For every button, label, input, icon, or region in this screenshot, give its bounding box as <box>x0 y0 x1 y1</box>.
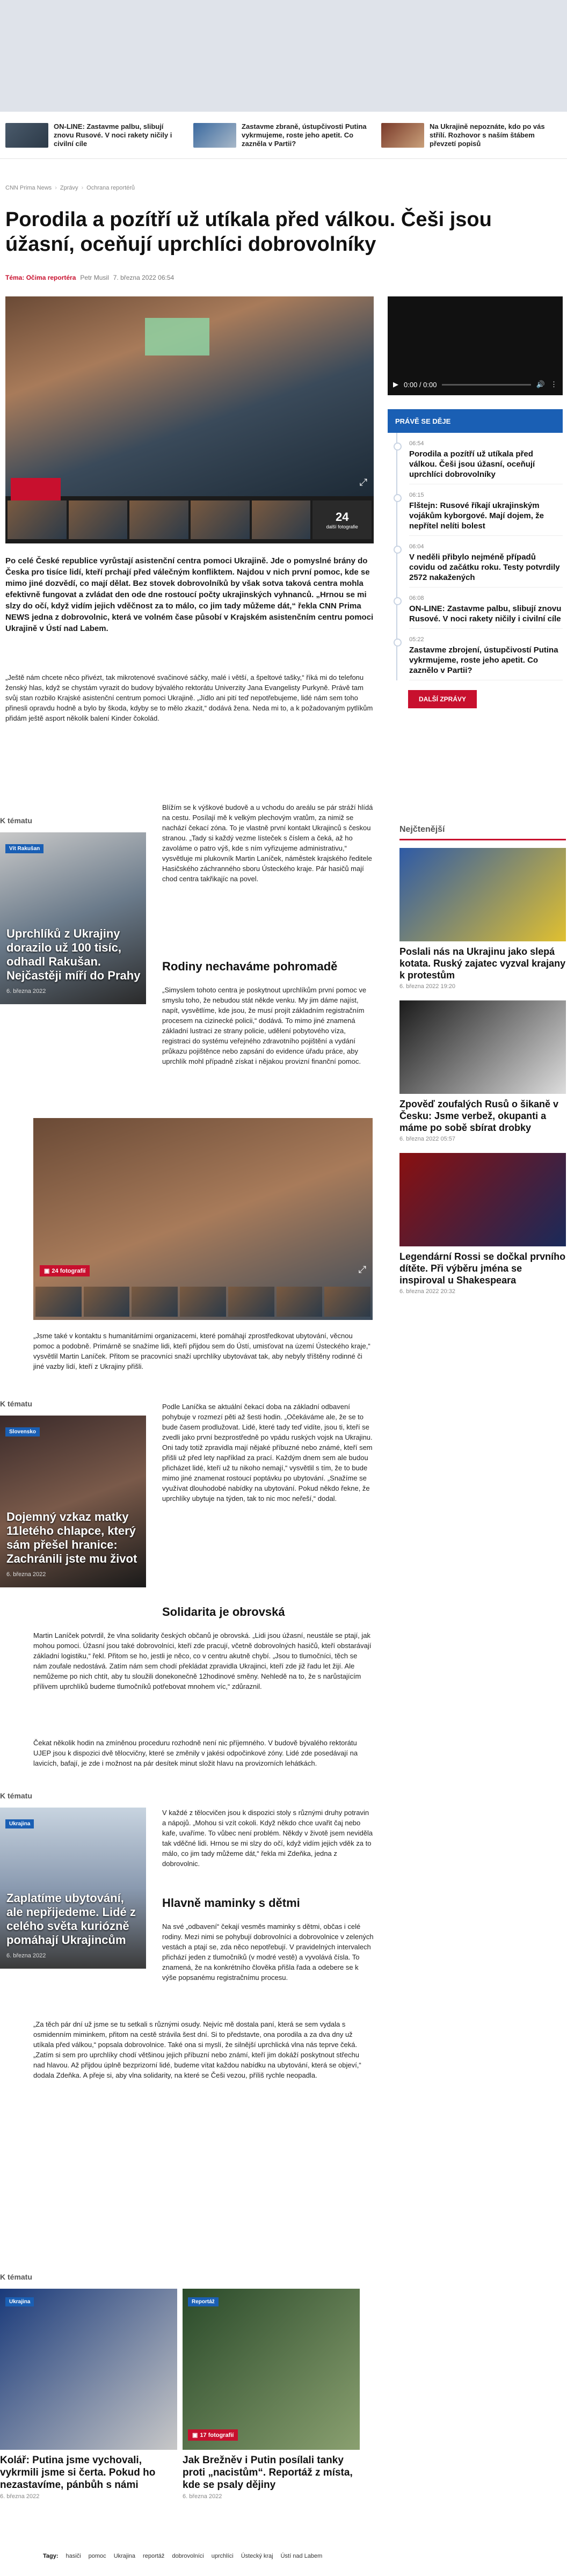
breadcrumb-item[interactable]: CNN Prima News <box>5 185 52 191</box>
bottom-card-tag: Reportáž <box>188 2297 219 2306</box>
gallery-thumb[interactable] <box>129 500 188 539</box>
article-paragraph: „Ještě nám chcete něco přivézt, tak mikrotenové svačinové sáčky, malé i větší, a špeltové tašky,“ říká mi do telefonu ženský hlas, když se chystám vyrazit do budovy bývalého rektorátu Univerzity Jana Evangelisty Purkyně. Právě tam svůj stan rozbilo Krajské asistenční centrum pomoci Ukrajině. „Jídlo ani pití teď nepotřebujeme, lidé nám sem toho přinesli opravdu hodně a bylo by škoda, kdyby se to mělo zkazit,“ dodává žena. Neda mi to, a k požadovaným pytlíkům přidám ještě asport několik balení Kinder čokolád. <box>5 673 373 722</box>
most-read-image <box>399 1000 566 1094</box>
expand-icon[interactable]: ⤢ <box>358 1264 366 1275</box>
gallery-thumb[interactable] <box>132 1287 178 1317</box>
live-title: Flštejn: Rusové říkají ukrajinským vojákům kyborgové. Mají dojem, že nepřítel nelíti bolest <box>409 501 544 531</box>
article-paragraph: „Simyslem tohoto centra je poskytnout uprchlíkům první pomoc ve smyslu toho, že nebudou stát někde venku. My jim dáme najíst, napít, vysvětlíme, kde jsou, že musí projít základním registračním procesem na cizinecké policii,“ dodává. To mimo jiné znamená základní lustraci ze strany policie, udělení pobytového víza, registraci do systému veřejného zdravotního pojištění a vydání průkazu pojištěnce nebo zapsání do evidence úřadu práce, aby uprchlík mohl případně získat i nějakou provizní finanční pomoc. <box>162 986 367 1065</box>
breadcrumb-separator: › <box>81 185 84 191</box>
most-read-date: 6. března 2022 05:57 <box>399 1136 455 1142</box>
tag-link[interactable]: Ústecký kraj <box>241 2553 273 2559</box>
gallery-thumb[interactable] <box>69 500 128 539</box>
tags-label: Tagy: <box>43 2553 59 2559</box>
breadcrumb-item[interactable]: Zprávy <box>60 185 78 191</box>
live-item[interactable] <box>409 629 563 680</box>
live-title: V neděli přibylo nejméně případů covidu od začátku roku. Testy potvrdily 2572 nakažených <box>409 553 560 582</box>
strip-item-3[interactable] <box>381 122 558 148</box>
gallery-thumb[interactable] <box>324 1287 370 1317</box>
strip-item-1[interactable] <box>5 122 183 148</box>
related-card-date: 6. března 2022 <box>6 988 46 995</box>
live-time: 05:22 <box>409 636 424 643</box>
topic-link[interactable]: Očima reportéra <box>26 274 76 281</box>
related-card-title: Zaplatíme ubytování, ale nepřijedeme. Lidé z celého světa kuriózně pomáhají Ukrajincům <box>6 1891 136 1947</box>
most-read-image <box>399 1153 566 1246</box>
k-tematu-heading: K tématu <box>0 1399 32 1408</box>
bottom-card-image <box>183 2289 360 2450</box>
gallery-thumb[interactable] <box>191 500 250 539</box>
live-item[interactable] <box>409 484 563 536</box>
video-time: 0:00 / 0:00 <box>404 380 437 389</box>
tag-link[interactable]: Ukrajina <box>113 2553 136 2559</box>
most-read-item[interactable] <box>399 1153 566 1295</box>
most-read-item[interactable] <box>399 1000 566 1142</box>
strip-title: Zastavme zbraně, ústupčivosti Putina vykrmujeme, roste jeho apetit. Co zazněla v Partii? <box>242 122 367 148</box>
gallery-thumb[interactable] <box>8 500 67 539</box>
bottom-card-tag: Ukrajina <box>5 2297 34 2306</box>
bottom-card-image <box>0 2289 177 2450</box>
bottom-card-date: 6. března 2022 <box>0 2493 40 2500</box>
k-tematu-heading: K tématu <box>0 816 32 825</box>
section-heading: Hlavně maminky s dětmi <box>162 1896 300 1910</box>
related-card-date: 6. března 2022 <box>6 1571 46 1578</box>
live-title: Zastavme zbrojení, ústupčivostí Putina vykrmujeme, roste jeho apetit. Co zaznělo v Partii? <box>409 645 558 675</box>
breadcrumb <box>5 185 135 191</box>
gallery-count-badge[interactable]: ▣ 24 fotografií <box>40 1265 90 1276</box>
live-title: Porodila a pozítří už utíkala před válkou. Češi jsou úžasní, oceňují uprchlíci dobrovolníky <box>409 449 535 479</box>
strip-title: ON-LINE: Zastavme palbu, slibují znovu Rusové. V noci rakety ničily i civilní cíle <box>54 122 172 148</box>
live-time: 06:15 <box>409 492 424 498</box>
k-tematu-heading: K tématu <box>0 1791 32 1800</box>
article-paragraph: Čekat několik hodin na zmíněnou proceduru rozhodně není nic příjemného. V budově bývalého rektorátu UJEP jsou k dispozici dvě tělocvičny, které se změnily v jakési odpočinkové zóny. Lidé zde posedávají na lavicích, bafají, je zde i možnost na pár desítek minut složit hlavu na provizorních lehátkách. <box>33 1739 358 1767</box>
live-list <box>396 433 563 680</box>
article-paragraph: V každé z tělocvičen jsou k dispozici stoly s různými druhy potravin a nápojů. „Mohou si vzít cokoli. Když někdo chce uvařit čaj nebo kafe, uvaříme. To vůbec není problém. Někdy v životě jsem neviděla tak vděčné lidi. Hrnou se mi slzy do očí, když vidím jejich vděk za to málo, co jim tady můžeme dát,“ řekla mi Zdeňka, jedna z dobrovolnic. <box>162 1809 373 1868</box>
related-card-tag: Vít Rakušan <box>5 844 43 853</box>
gallery-more-thumb[interactable]: 24 další fotografie <box>312 500 372 539</box>
article-paragraph: Podle Laníčka se aktuální čekací doba na základní odbavení pohybuje v rozmezí pěti až šesti hodin. „Očekáváme ale, že se to bude časem prodlužovat. Lidé, které tady teď vidíte, jsou ti, kteří se zvedli jako první bezprostředně po vpádu ruských vojsk na Ukrajinu. Oni tady totiž zpravidla mají nějaké příbuzné nebo známé, kteří sem přišli už před lety například za prací. Každým dnem sem ale budou přicházet lidé, kteří už tu nikoho nemají,“ vysvětlil s tím, že to bude mimo jiné znamenat rostoucí poptávku po ubytování. „Snažíme se využívat dlouhodobé nabídky na ubytování. Pokud někdo řekne, že uprchlíky ubytuje na týden, tak to nic moc neřeší,“ dodal. <box>162 1403 373 1503</box>
video-player[interactable] <box>388 296 563 395</box>
bottom-card-date: 6. března 2022 <box>183 2493 222 2500</box>
tag-link[interactable]: dobrovolníci <box>172 2553 204 2559</box>
gallery-count-badge[interactable]: ▣ 17 fotografií <box>188 2429 238 2441</box>
breadcrumb-item[interactable]: Ochrana reportérů <box>86 185 135 191</box>
tag-link[interactable]: reportáž <box>143 2553 165 2559</box>
strip-item-2[interactable] <box>193 122 370 148</box>
most-read-date: 6. března 2022 20:32 <box>399 1288 455 1295</box>
article-lead: Po celé České republice vyrůstají asistenční centra pomoci Ukrajině. Jde o pomyslné brány do Česka pro tisíce lidí, kteří prchají před válečným konfliktem. Najdou v nich první pomoc, kde se mimo jiné dozvědí, co mají dělat. Bez stovek dobrovolníků by však sotva taková centra mohla efektivně fungovat a zvládat den ode dne rostoucí počty ukrajinských vyhnanců. „Hrnou se mi slzy do očí, když vidím jejich vděčnost za to málo, co jim tady můžeme dát,“ řekla CNN Prima NEWS jedna z dobrovolnic, která ve volném čase působí v Krajském asistenčním centru pomoci Ukrajině v Ústí nad Labem. <box>5 556 374 633</box>
breadcrumb-separator: › <box>55 185 57 191</box>
live-item[interactable] <box>409 433 563 484</box>
gallery-thumb[interactable] <box>252 500 311 539</box>
tag-link[interactable]: Ústí nad Labem <box>280 2553 323 2559</box>
related-card[interactable] <box>0 832 146 1004</box>
strip-thumbnail <box>381 123 424 148</box>
strip-thumbnail <box>5 123 48 148</box>
most-read-item[interactable] <box>399 848 566 990</box>
gallery-thumb[interactable] <box>84 1287 130 1317</box>
related-card-title: Uprchlíků z Ukrajiny dorazilo už 100 tisíc, odhadl Rakušan. Nejčastěji míří do Prahy <box>6 927 141 982</box>
k-tematu-heading: K tématu <box>0 2273 32 2281</box>
bottom-card-title: Kolář: Putina jsme vychovali, vykrmili jsme si čerta. Pokud ho nezastavíme, pánbůh s námi <box>0 2455 156 2491</box>
related-card-tag: Slovensko <box>5 1427 40 1436</box>
most-read-title: Poslali nás na Ukrajinu jako slepá kotata. Ruský zajatec vyzval krajany k protestům <box>399 946 566 981</box>
live-title: ON-LINE: Zastavme palbu, slibují znovu Rusové. V noci rakety ničily i civilní cíle <box>409 604 562 623</box>
gallery-thumb[interactable] <box>35 1287 82 1317</box>
video-progress[interactable] <box>442 384 530 386</box>
most-read-section <box>399 825 566 1305</box>
article-paragraph: Blížím se k výškové budově a u vchodu do areálu se pár stráží hlídá na cestu. Posílají mě k velkým plechovým vratům, za nimiž se nachází čekací zóna. To je vlastně první kontakt Ukrajinců s českou stranou. „Tady si každý vezme lísteček s číslem a čeká, až ho zavoláme o patro výš, kde s ním vyřizujeme administrativu,“ vysvětluje mi plukovník Martin Laníček, náměstek krajského ředitele Hasičského záchranného sboru Ústeckého kraje. Pár hasičů mají chod centra takřikajíc na povel. <box>162 803 373 883</box>
live-time: 06:54 <box>409 440 424 447</box>
most-read-title: Zpověď zoufalých Rusů o šikaně v Česku: Jsme verbež, okupanti a máme po sobě sbírat drobky <box>399 1099 559 1133</box>
top-ad-banner <box>0 0 567 112</box>
camera-icon: ▣ <box>192 2432 198 2439</box>
tag-link[interactable]: uprchlíci <box>211 2553 234 2559</box>
article-paragraph: „Za těch pár dní už jsme se tu setkali s různými osudy. Nejvíc mě dostala paní, která se sem vydala s osmidenním miminkem, přitom na cestě strávila šest dní. Si to představte, ona porodila a za dva dny už utíkala před válkou,“ popsala dobrovolnice. Také ona si myslí, že silnější uprchlická vlna nás teprve čeká. „Zatím si sem pro uprchlíky chodí většinou jejich příbuzní nebo známí, kteří jim dokáží poskytnout střechu nad hlavou. Až přijdou úplně bezprizorní lidé, budeme vítat každou nabídku na ubytování, která se objeví,“ dodala Zdeňka. A přeje si, aby vlna solidarity, na které se Češi vezou, příliš rychle neopadla. <box>33 2020 361 2079</box>
more-news-button[interactable]: DALŠÍ ZPRÁVY <box>408 690 477 708</box>
section-heading: Rodiny nechaváme pohromadě <box>162 960 338 973</box>
section-heading: Solidarita je obrovská <box>162 1605 285 1619</box>
play-icon[interactable]: ▶ <box>393 380 398 388</box>
live-item[interactable] <box>409 587 563 629</box>
bottom-related-card[interactable] <box>183 2289 360 2525</box>
publish-date: 7. března 2022 06:54 <box>113 274 175 281</box>
volume-icon[interactable]: 🔊 <box>536 380 545 388</box>
live-sidebar <box>388 409 563 708</box>
most-read-image <box>399 848 566 941</box>
bottom-card-title: Jak Brežněv i Putin posílali tanky proti „nacistům“. Reportáž z místa, kde se psaly dějiny <box>183 2455 353 2491</box>
gallery-thumbnails <box>33 1285 373 1319</box>
related-card[interactable] <box>0 1416 146 1587</box>
related-card-title: Dojemný vzkaz matky 11letého chlapce, který sám přešel hranice: Zachránili jste mu život <box>6 1510 137 1565</box>
most-read-header: Nejčtenější <box>399 825 566 840</box>
gallery-thumb[interactable] <box>180 1287 226 1317</box>
gallery-thumb[interactable] <box>277 1287 323 1317</box>
camera-icon: ▣ <box>44 1268 50 1274</box>
strip-thumbnail <box>193 123 236 148</box>
live-time: 06:04 <box>409 543 424 550</box>
photo-gallery[interactable] <box>5 296 374 543</box>
page-title: Porodila a pozítří už utíkala před válkou. Češi jsou úžasní, oceňují uprchlíci dobrovolníky <box>5 208 492 256</box>
gallery-main-image[interactable] <box>5 296 374 496</box>
live-item[interactable] <box>409 536 563 587</box>
live-header: PRÁVĚ SE DĚJE <box>388 409 563 433</box>
more-icon[interactable]: ⋮ <box>550 380 557 388</box>
tag-link[interactable]: pomoc <box>88 2553 106 2559</box>
video-controls <box>393 380 557 389</box>
article-paragraph: Martin Laníček potvrdil, že vlna solidarity českých občanů je obrovská. „Lidi jsou úžasní, neustále se ptají, jak mohou pomoci. Úžasní jsou také dobrovolníci, kteří zde pracují, včetně dobrovolných hasičů, kteří obstarávají základní logistiku,“ řekl. Přitom se ho, jestli je něco, co v centru akutně chybí. „Jsou to tlumočníci, těch se nám zoufale nedostává. Zatím nám sem chodí překládat zpravidla Ukrajinci, kteří zde již řadu let žijí. Ale nemůžeme po nich chtít, aby tu sloužili donekonečně 12hodinové směny. Nehledě na to, že s narůstajícím přílivem uprchlíků budeme tlumočníků potřebovat mnohem víc,“ zdůraznil. <box>33 1631 372 1690</box>
bottom-related-card[interactable] <box>0 2289 177 2525</box>
most-read-title: Legendární Rossi se dočkal prvního dítěte. Při výběru jména se inspiroval u Shakespeara <box>399 1251 566 1286</box>
tag-list <box>43 2553 322 2559</box>
related-card-date: 6. března 2022 <box>6 1953 46 1959</box>
headline-strip <box>0 112 567 159</box>
article-paragraph: „Jsme také v kontaktu s humanitárními organizacemi, které pomáhají zprostředkovat ubytování, věcnou pomoc a podobně. Primárně se snažíme lidi, kteří přijdou sem do Ústí, umisťovat na území Ústeckého kraje,“ vysvětlil Martin Laníček. Přitom se pracovníci snaží uprchlíky ubytovávat tak, aby nebyly tříštěny rodinné či jiné vazby lidí, kteří z Ukrajiny přišli. <box>33 1332 370 1370</box>
topic-label: Téma: Očima reportéra <box>5 274 76 281</box>
strip-title: Na Ukrajině nepoznáte, kdo po vás střílí. Rozhovor s naším štábem převzetí popisů <box>430 122 545 148</box>
related-card[interactable] <box>0 1808 146 1969</box>
tag-link[interactable]: hasiči <box>66 2553 81 2559</box>
article-meta <box>5 274 174 281</box>
author[interactable]: Petr Musil <box>80 274 109 281</box>
most-read-date: 6. března 2022 19:20 <box>399 983 455 990</box>
related-card-tag: Ukrajina <box>5 1819 34 1828</box>
expand-icon[interactable]: ⤢ <box>359 477 367 488</box>
gallery-thumb[interactable] <box>228 1287 274 1317</box>
article-paragraph: Na své „odbavení“ čekají vesměs maminky s dětmi, občas i celé rodiny. Mezi nimi se pohybují dobrovolníci a dobrovolnice v zelených vestách a ptají se, zda něco nepotřebují. V pravidelných intervalech přichází jeden z tlumočníků (v modré vestě) a vyvolává čísla. To znamená, že na konkrétního člověka přišla řada a odebere se k výše popsanému registračnímu procesu. <box>162 1922 374 1982</box>
gallery-thumbnails <box>5 498 374 541</box>
photo-gallery-2[interactable] <box>33 1118 373 1320</box>
live-time: 06:08 <box>409 595 424 601</box>
